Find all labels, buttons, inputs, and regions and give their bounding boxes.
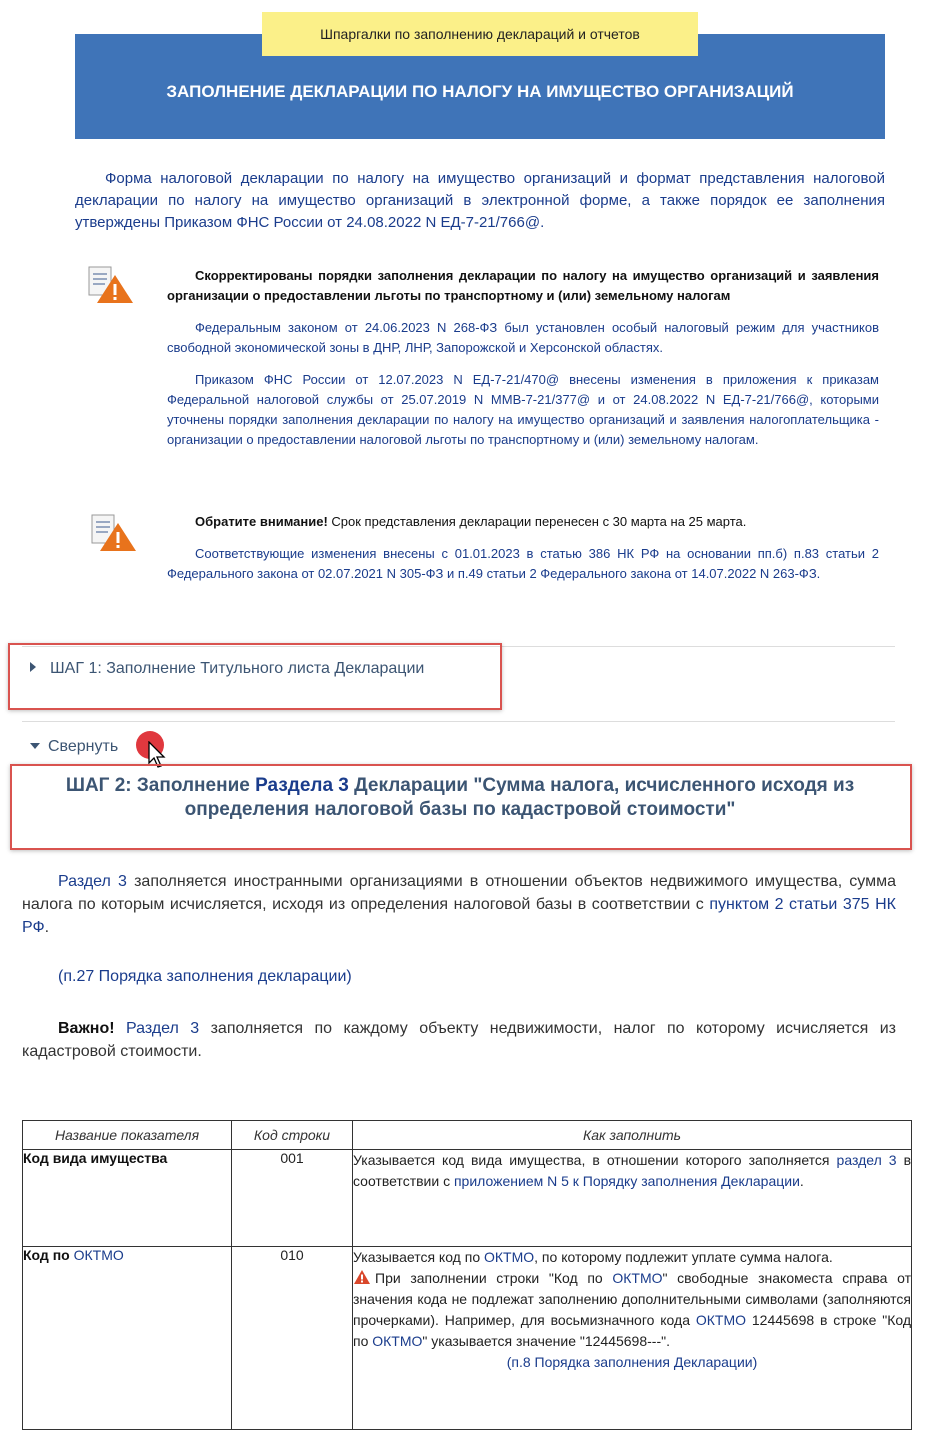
page-title: ЗАПОЛНЕНИЕ ДЕКЛАРАЦИИ ПО НАЛОГУ НА ИМУЩЕСТВО ОРГАНИЗАЦИЙ (166, 82, 794, 101)
oktmo-link[interactable]: ОКТМО (372, 1333, 423, 1349)
section3-link[interactable]: Раздел 3 (125, 1020, 200, 1037)
line-code: 001 (232, 1150, 353, 1247)
section3-link[interactable]: Раздела 3 (255, 775, 349, 796)
section3-description: Раздел 3 заполняется иностранными организациями в отношении объектов недвижимого имущества, сумма налога по которым исчисляется, исходя из определения налоговой базы в соответствии с пунктом 2 статьи 375 НК РФ. (22, 873, 897, 936)
cheatsheets-tab[interactable]: Шпаргалки по заполнению деклараций и отчетов (262, 12, 698, 56)
column-header: Код строки (232, 1121, 353, 1150)
caret-right-icon (30, 662, 36, 672)
notice-paragraph: Соответствующие изменения внесены с 01.01.2023 в статью 386 НК РФ на основании пп.б) п.83 статьи 2 Федерального закона от 02.07.2021 N 305-ФЗ и п.49 статьи 2 Федерального закона от 14.07.2022 N 263-ФЗ. (167, 546, 879, 581)
article-375-link[interactable]: пунктом 2 статьи 375 НК РФ (22, 896, 896, 936)
intro-paragraph: Форма налоговой декларации по налогу на имущество организаций и формат представления налоговой декларации по налогу на имущество организаций в электронной форме, а также порядок ее заполнения утверждены Приказом ФНС России от 24.08.2022 N ЕД-7-21/766@. (75, 170, 885, 231)
warning-icon (353, 1269, 371, 1285)
collapse-toggle[interactable]: Свернуть (30, 738, 118, 756)
column-header: Название показателя (23, 1121, 232, 1150)
important-paragraph: Важно! Раздел 3 заполняется по каждому объекту недвижимости, налог по которому исчисляется из кадастровой стоимости. (22, 1020, 896, 1060)
notice-paragraph: Приказом ФНС России от 12.07.2023 N ЕД-7-21/470@ внесены изменения в приложения к приказам Федеральной налоговой службы от 25.07.2019 N ММВ-7-21/377@ и от 24.08.2022 N ЕД-7-21/766@, которыми уточнены порядки заполнения декларации по налогу на имущество организаций и заявления налогоплательщика - организации о предоставлении налоговой льготы по транспортному и (или) земельному налогам. (167, 372, 879, 447)
fill-instructions: Указывается код по ОКТМО, по которому подлежит уплате сумма налога. При заполнении строки "Код по ОКТМО" свободные знакоместа справа от значения кода не подлежат заполнению дополнительными символами (заполняются прочерками). Например, для восьмизначного кода ОКТМО 12445698 в строке "Код по ОКТМО" указывается значение "12445698---". (п.8 Порядка заполнения Декларации) (353, 1247, 912, 1430)
notice-title: Скорректированы порядки заполнения декларации по налогу на имущество организаций и заявления организации о предоставлении льготы по транспортному и (или) земельному налогам (167, 268, 879, 303)
notice-paragraph: Федеральным законом от 24.06.2023 N 268-ФЗ был установлен особый налоговый режим для участников свободной экономической зоны в ДНР, ЛНР, Запорожской и Херсонской областях. (167, 320, 879, 355)
divider (22, 721, 895, 722)
section3-link[interactable]: раздел 3 (836, 1152, 897, 1168)
table-row (23, 1247, 912, 1430)
notice-deadline: Обратите внимание! Срок представления декларации перенесен с 30 марта на 25 марта. Соответствующие изменения внесены с 01.01.2023 в статью 386 НК РФ на основании пп.б) п.83 статьи 2 Федерального закона от 02.07.2021 N 305-ФЗ и п.49 статьи 2 Федерального закона от 14.07.2022 N 263-ФЗ. (167, 512, 879, 596)
important-label: Важно! (58, 1020, 115, 1037)
section3-link[interactable]: Раздел 3 (58, 873, 127, 890)
step2-title: ШАГ 2: Заполнение Раздела 3 Декларации "Сумма налога, исчисленного исходя из определения налоговой базы по кадастровой стоимости" (65, 775, 855, 820)
reference-paragraph (22, 965, 896, 988)
step1-toggle[interactable]: ШАГ 1: Заполнение Титульного листа Декларации (30, 660, 424, 678)
procedure-p8-link[interactable]: (п.8 Порядка заполнения Декларации) (506, 1354, 758, 1370)
line-code: 010 (232, 1247, 353, 1430)
oktmo-link[interactable]: ОКТМО (612, 1270, 663, 1286)
table-row (23, 1150, 912, 1247)
column-header: Как заполнить (353, 1121, 912, 1150)
procedure-p27-link[interactable]: (п.27 Порядка заполнения декларации) (58, 968, 352, 985)
notice-procedure-update (167, 266, 879, 462)
indicator-name: Код по ОКТМО (23, 1247, 232, 1430)
fill-instructions: Указывается код вида имущества, в отношении которого заполняется раздел 3 в соответствии с приложением N 5 к Порядку заполнения Декларации. (353, 1150, 912, 1247)
oktmo-link[interactable]: ОКТМО (73, 1247, 124, 1263)
indicator-name: Код вида имущества (23, 1150, 232, 1247)
attention-label: Обратите внимание! (195, 514, 328, 529)
oktmo-link[interactable]: ОКТМО (484, 1249, 535, 1265)
document-warning-icon (88, 513, 138, 553)
intro-order-link[interactable]: Приказом ФНС России от 24.08.2022 N ЕД-7-21/766@ (164, 214, 541, 231)
indicators-table (22, 1120, 912, 1430)
caret-down-icon (30, 743, 40, 749)
appendix5-link[interactable]: приложением N 5 к Порядку заполнения Декларации (453, 1173, 800, 1189)
document-warning-icon (85, 265, 135, 305)
oktmo-link[interactable]: ОКТМО (695, 1312, 747, 1328)
